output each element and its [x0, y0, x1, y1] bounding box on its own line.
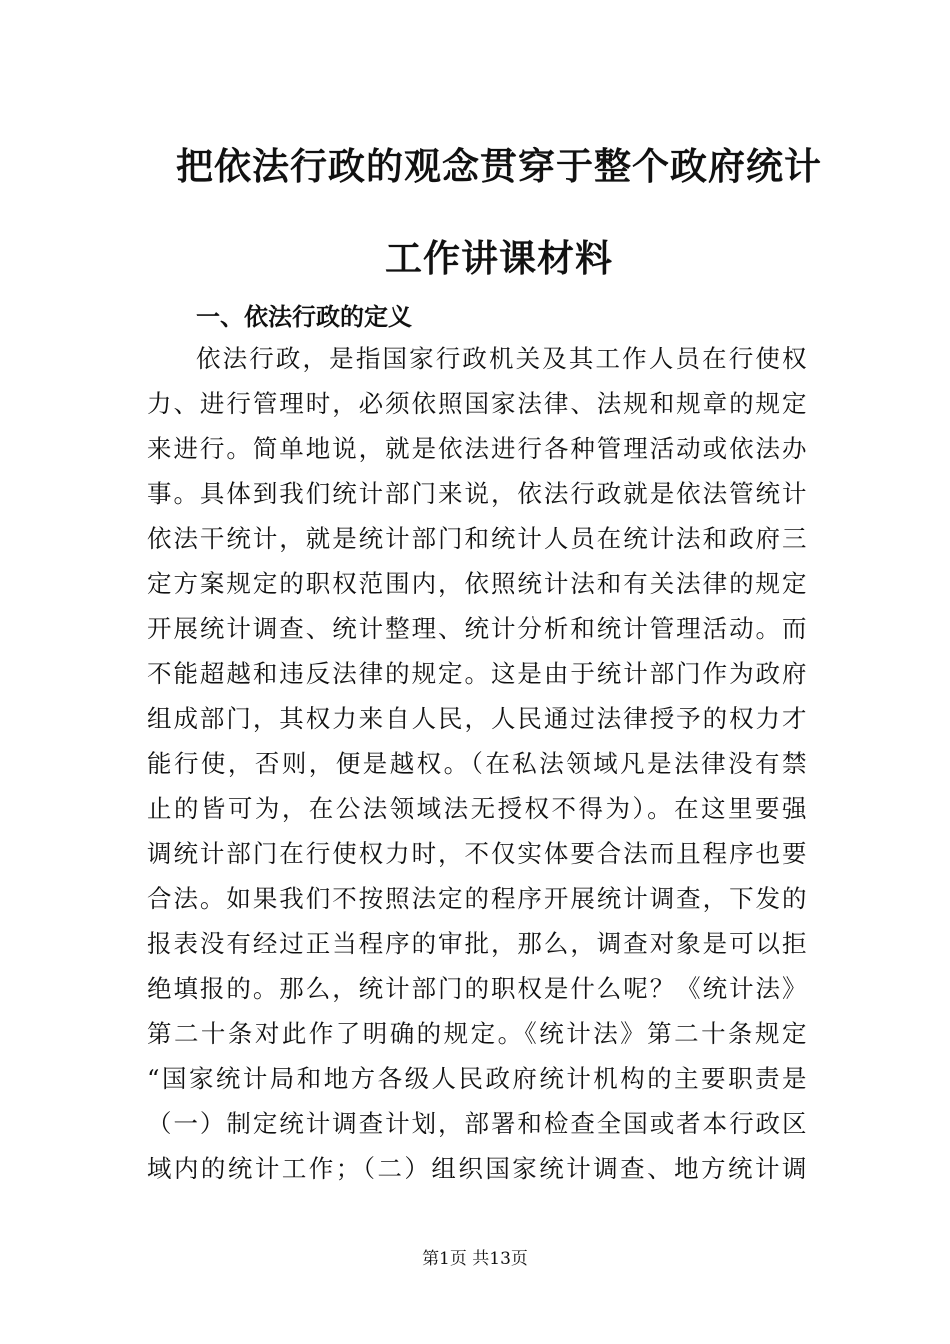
page-footer: 第1页 共13页: [422, 1249, 528, 1269]
body-line: 第二十条对此作了明确的规定。《统计法》第二十条规定: [147, 1019, 807, 1048]
body-line: “国家统计局和地方各级人民政府统计机构的主要职责是: [147, 1064, 807, 1093]
body-line: 组成部门，其权力来自人民，人民通过法律授予的权力才: [147, 704, 807, 733]
body-line: 合法。如果我们不按照法定的程序开展统计调查，下发的: [147, 884, 807, 913]
body-line: 开展统计调查、统计整理、统计分析和统计管理活动。而: [147, 614, 807, 643]
body-line: 调统计部门在行使权力时，不仅实体要合法而且程序也要: [147, 839, 807, 868]
body-line: 定方案规定的职权范围内，依照统计法和有关法律的规定: [147, 569, 807, 598]
body-line: 不能超越和违反法律的规定。这是由于统计部门作为政府: [147, 659, 807, 688]
document-title-line-2: 工作讲课材料: [385, 237, 613, 280]
body-line: 力、进行管理时，必须依照国家法律、法规和规章的规定: [147, 389, 807, 418]
body-line: 域内的统计工作；（二）组织国家统计调查、地方统计调: [147, 1154, 807, 1183]
body-line: 报表没有经过正当程序的审批，那么，调查对象是可以拒: [147, 929, 807, 958]
body-line: （一）制定统计调查计划，部署和检查全国或者本行政区: [147, 1109, 807, 1138]
body-line: 依法行政，是指国家行政机关及其工作人员在行使权: [196, 344, 807, 373]
body-line: 依法干统计，就是统计部门和统计人员在统计法和政府三: [147, 524, 807, 553]
document-title-line-1: 把依法行政的观念贯穿于整个政府统计: [176, 145, 822, 188]
section-heading: 一、依法行政的定义: [196, 303, 412, 331]
body-line: 事。具体到我们统计部门来说，依法行政就是依法管统计: [147, 479, 807, 508]
body-line: 能行使，否则，便是越权。（在私法领域凡是法律没有禁: [147, 749, 807, 778]
body-line: 止的皆可为，在公法领域法无授权不得为）。在这里要强: [147, 794, 807, 823]
body-line: 绝填报的。那么，统计部门的职权是什么呢？《统计法》: [147, 974, 807, 1003]
body-line: 来进行。简单地说，就是依法进行各种管理活动或依法办: [147, 434, 807, 463]
